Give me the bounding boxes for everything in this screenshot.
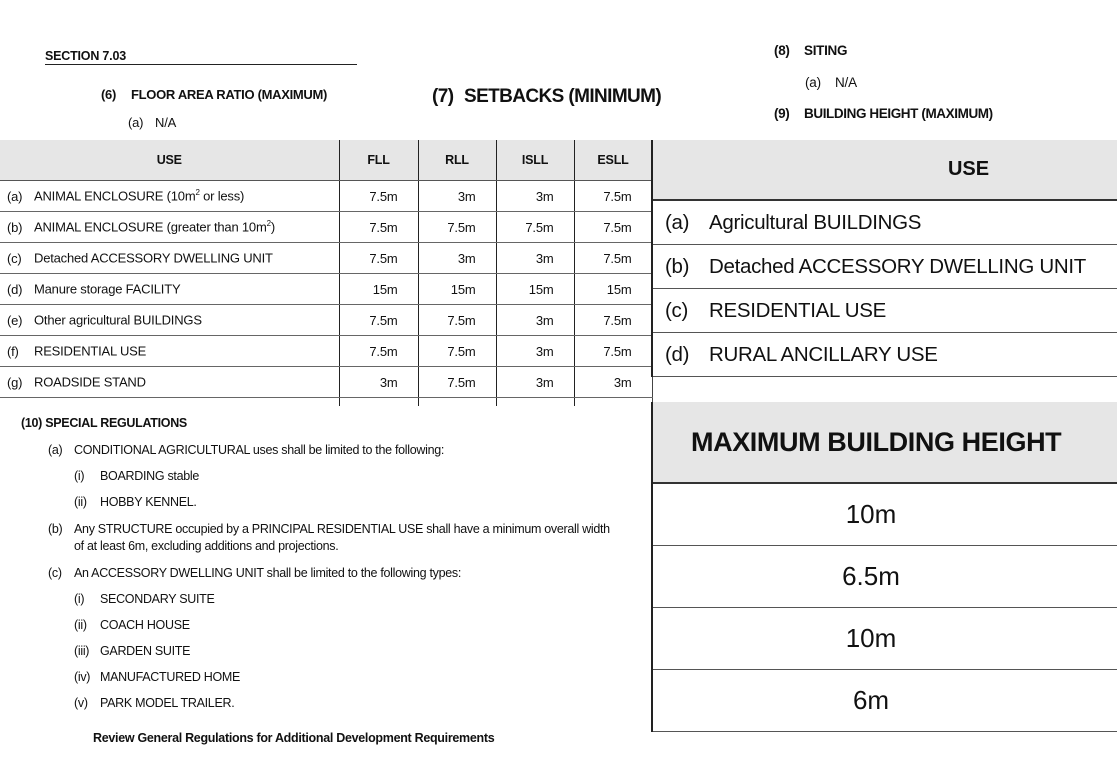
section-title: SECTION 7.03	[45, 49, 357, 65]
reg-c-item	[74, 644, 190, 658]
reg-c-item-label: (iii)	[74, 644, 90, 658]
reg-c-item	[74, 592, 215, 606]
siting-number: (8)	[774, 43, 790, 58]
use-label: (a)	[665, 210, 690, 234]
reg-a-item-text: BOARDING stable	[100, 469, 200, 483]
setback-value-cell: 3m	[496, 181, 574, 212]
reg-a-item-label: (i)	[74, 469, 85, 483]
setback-value-cell: 3m	[418, 181, 496, 212]
siting-item-label: (a)	[805, 75, 821, 90]
row-label: (e)	[7, 312, 23, 328]
height-use-row	[653, 333, 1117, 377]
row-use: RESIDENTIAL USE	[34, 343, 147, 359]
setbacks-header-row	[0, 140, 652, 181]
far-item	[128, 115, 176, 130]
row-label: (a)	[7, 188, 23, 204]
row-use: ROADSIDE STAND	[34, 374, 146, 390]
reg-c-item-text: SECONDARY SUITE	[100, 592, 215, 606]
building-height-heading	[774, 106, 993, 121]
setbacks-row	[0, 367, 652, 398]
reg-a-item-text: HOBBY KENNEL.	[100, 495, 197, 509]
setbacks-number: (7)	[432, 86, 454, 107]
setback-value-cell: 7.5m	[339, 212, 418, 243]
reg-c-item-text: MANUFACTURED HOME	[100, 670, 241, 684]
far-title: FLOOR AREA RATIO (MAXIMUM)	[131, 87, 328, 102]
cut-cell	[0, 398, 339, 407]
reg-a-item-label: (ii)	[74, 495, 87, 509]
row-label: (b)	[7, 219, 23, 235]
height-value-row: 6.5m	[653, 546, 1117, 608]
building-height-use-table	[651, 140, 1117, 377]
reg-c-item-label: (v)	[74, 696, 88, 710]
setback-value-cell: 7.5m	[496, 212, 574, 243]
reg-a	[48, 443, 444, 457]
setbacks-table	[0, 140, 653, 406]
row-sup: 2	[195, 188, 200, 198]
setbacks-use-cell	[0, 336, 339, 367]
setback-value-cell: 7.5m	[339, 305, 418, 336]
cut-cell	[574, 398, 652, 407]
setbacks-row	[0, 181, 652, 212]
setbacks-heading	[432, 86, 661, 108]
row-use: ANIMAL ENCLOSURE (greater than 10m	[34, 219, 267, 235]
setback-value-cell: 3m	[496, 336, 574, 367]
reg-c-item-label: (i)	[74, 592, 85, 606]
row-use: ANIMAL ENCLOSURE (10m	[34, 188, 196, 204]
setback-value-cell: 3m	[574, 367, 652, 398]
cut-cell	[496, 398, 574, 407]
height-value-row: 10m	[653, 608, 1117, 670]
setbacks-use-cell	[0, 367, 339, 398]
setback-value-cell: 3m	[418, 243, 496, 274]
max-building-height-table	[651, 402, 1117, 732]
row-label: (c)	[7, 250, 22, 266]
setbacks-use-cell	[0, 212, 339, 243]
far-item-label: (a)	[128, 115, 144, 130]
setback-value-cell: 7.5m	[339, 336, 418, 367]
cut-cell	[339, 398, 418, 407]
height-use-row	[653, 245, 1117, 289]
far-item-value: N/A	[155, 115, 177, 130]
setbacks-row	[0, 243, 652, 274]
reg-a-item	[74, 495, 197, 509]
setbacks-row	[0, 274, 652, 305]
use-text: Agricultural BUILDINGS	[709, 210, 922, 234]
height-use-row	[653, 289, 1117, 333]
col-header-isll: ISLL	[496, 140, 574, 181]
setback-value-cell: 7.5m	[574, 336, 652, 367]
reg-b-line2: of at least 6m, excluding additions and projections.	[74, 539, 339, 553]
siting-item	[805, 75, 857, 90]
row-label: (d)	[7, 281, 23, 297]
setback-value-cell: 3m	[339, 367, 418, 398]
row-use: Other agricultural BUILDINGS	[34, 312, 202, 328]
reg-c-item	[74, 670, 240, 684]
reg-b	[48, 522, 610, 536]
setback-value-cell: 7.5m	[418, 212, 496, 243]
row-use-suffix: or less)	[199, 188, 245, 204]
cut-cell	[418, 398, 496, 407]
reg-b-line1: Any STRUCTURE occupied by a PRINCIPAL RESIDENTIAL USE shall have a minimum overall width	[74, 522, 610, 536]
setbacks-row	[0, 212, 652, 243]
reg-c-label: (c)	[48, 566, 62, 580]
reg-c-item-text: COACH HOUSE	[100, 618, 190, 632]
setback-value-cell: 7.5m	[418, 336, 496, 367]
reg-c-item	[74, 618, 190, 632]
siting-item-value: N/A	[835, 75, 857, 90]
setback-value-cell: 7.5m	[339, 243, 418, 274]
col-header-esll: ESLL	[574, 140, 652, 181]
height-use-row	[653, 201, 1117, 245]
height-title: BUILDING HEIGHT (MAXIMUM)	[804, 106, 993, 121]
use-label: (b)	[665, 254, 690, 278]
col-header-fll: FLL	[339, 140, 418, 181]
floor-area-ratio-heading	[101, 87, 327, 102]
special-regulations-heading: (10) SPECIAL REGULATIONS	[21, 416, 187, 430]
height-number: (9)	[774, 106, 790, 121]
reg-a-label: (a)	[48, 443, 63, 457]
use-text: Detached ACCESSORY DWELLING UNIT	[709, 254, 1086, 278]
setbacks-row	[0, 305, 652, 336]
reg-c-item-label: (iv)	[74, 670, 91, 684]
reg-c	[48, 566, 461, 580]
row-sup: 2	[266, 219, 271, 229]
col-header-use: USE	[0, 140, 339, 181]
col-header-rll: RLL	[418, 140, 496, 181]
setback-value-cell: 7.5m	[418, 367, 496, 398]
setback-value-cell: 7.5m	[574, 212, 652, 243]
setbacks-use-cell	[0, 305, 339, 336]
use-table-header: USE	[653, 140, 1117, 201]
reg-a-text: CONDITIONAL AGRICULTURAL uses shall be limited to the following:	[74, 443, 445, 457]
reg-c-item-label: (ii)	[74, 618, 87, 632]
setbacks-use-cell	[0, 274, 339, 305]
row-use: Detached ACCESSORY DWELLING UNIT	[34, 250, 273, 266]
row-label: (f)	[7, 343, 19, 359]
setback-value-cell: 3m	[496, 305, 574, 336]
setback-value-cell: 15m	[418, 274, 496, 305]
setback-value-cell: 7.5m	[418, 305, 496, 336]
use-text: RURAL ANCILLARY USE	[709, 342, 938, 366]
setback-value-cell: 7.5m	[574, 305, 652, 336]
far-number: (6)	[101, 87, 116, 102]
row-label: (g)	[7, 374, 23, 390]
height-table-header: MAXIMUM BUILDING HEIGHT	[653, 402, 1117, 484]
row-use-suffix: )	[270, 219, 275, 235]
use-text: RESIDENTIAL USE	[709, 298, 887, 322]
height-value-row: 6m	[653, 670, 1117, 732]
reg-c-item-text: GARDEN SUITE	[100, 644, 191, 658]
height-value-row: 10m	[653, 484, 1117, 546]
reg-b-label: (b)	[48, 522, 63, 536]
use-label: (c)	[665, 298, 689, 322]
setback-value-cell: 3m	[496, 367, 574, 398]
row-use: Manure storage FACILITY	[34, 281, 181, 297]
use-label: (d)	[665, 342, 690, 366]
reg-c-item-text: PARK MODEL TRAILER.	[100, 696, 235, 710]
setback-value-cell: 3m	[496, 243, 574, 274]
setbacks-row	[0, 336, 652, 367]
reg-a-item	[74, 469, 199, 483]
setbacks-cut-row	[0, 398, 652, 407]
reg-c-item	[74, 696, 234, 710]
siting-heading	[774, 43, 847, 58]
setback-value-cell: 15m	[496, 274, 574, 305]
setback-value-cell: 15m	[339, 274, 418, 305]
setbacks-use-cell	[0, 243, 339, 274]
setbacks-use-cell	[0, 181, 339, 212]
siting-title: SITING	[804, 43, 848, 58]
setback-value-cell: 7.5m	[574, 181, 652, 212]
reg-c-text: An ACCESSORY DWELLING UNIT shall be limited to the following types:	[74, 566, 462, 580]
setback-value-cell: 15m	[574, 274, 652, 305]
review-note: Review General Regulations for Additional Development Requirements	[93, 731, 495, 745]
setback-value-cell: 7.5m	[574, 243, 652, 274]
setbacks-title: SETBACKS (MINIMUM)	[464, 86, 662, 107]
setback-value-cell: 7.5m	[339, 181, 418, 212]
